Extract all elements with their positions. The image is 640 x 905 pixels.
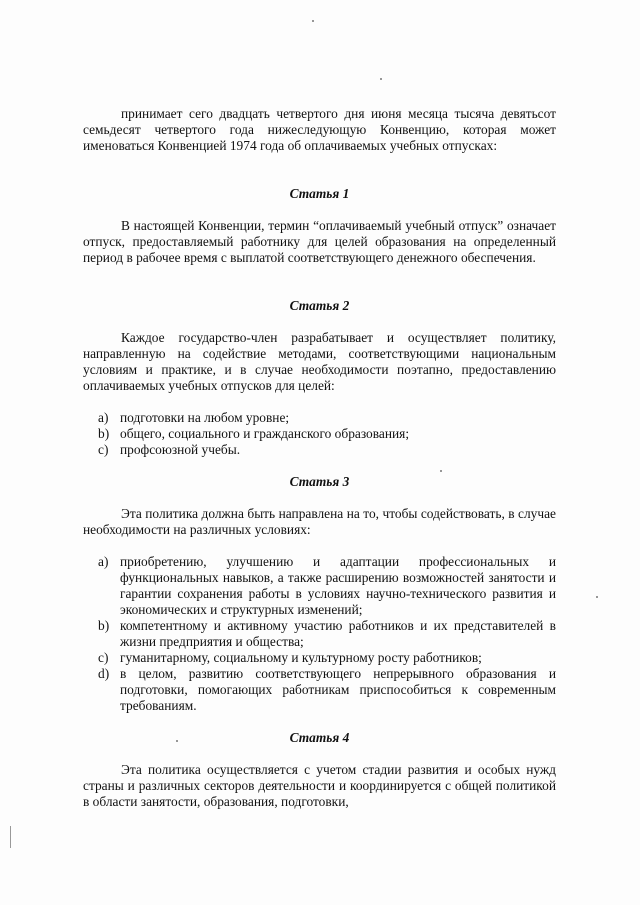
article-2-list — [98, 410, 556, 458]
scan-speck — [380, 78, 382, 80]
list-item — [98, 650, 556, 666]
scan-speck — [312, 20, 314, 22]
list-item — [98, 618, 556, 650]
scan-speck — [440, 470, 442, 472]
article-3-text: Эта политика должна быть направлена на то, чтобы содействовать, в случае необходимости на различных условиях: — [83, 506, 556, 537]
intro-text: принимает сего двадцать четвертого дня июня месяца тысяча девятьсот семьдесят четвертого года нижеследующую Конвенцию, которая может именоваться Конвенцией 1974 года об оплачиваемых учебных отпусках: — [83, 106, 556, 153]
article-2-text: Каждое государство-член разрабатывает и осуществляет политику, направленную на содействие методами, соответствующими национальным условиям и практике, и в случае необходимости поэтапно, предоставлению оплачиваемых учебных отпусков для целей: — [83, 330, 556, 393]
article-3-heading: Статья 3 — [289, 474, 350, 489]
list-marker: b) — [98, 618, 110, 633]
scan-speck — [176, 740, 178, 742]
list-item-text: общего, социального и гражданского образования; — [120, 426, 410, 441]
scan-speck — [596, 596, 598, 598]
article-4-heading: Статья 4 — [289, 730, 350, 745]
article-1-text: В настоящей Конвенции, термин “оплачиваемый учебный отпуск” означает отпуск, предоставляемый работнику для целей образования на определенный период в рабочее время с выплатой соответствующего денежного обеспечения. — [83, 218, 556, 265]
list-item-text: подготовки на любом уровне; — [120, 410, 290, 425]
list-item-text: профсоюзной учебы. — [120, 442, 241, 457]
list-marker: c) — [98, 650, 109, 665]
article-1-heading: Статья 1 — [289, 186, 350, 201]
scan-margin-line — [10, 826, 11, 848]
article-4-text: Эта политика осуществляется с учетом стадии развития и особых нужд страны и различных секторов деятельности и координируется с общей политикой в области занятости, образования, подготовки, — [83, 762, 556, 809]
list-item — [98, 666, 556, 714]
list-item-text: в целом, развитию соответствующего непрерывного образования и подготовки, помогающих работникам приспособиться к современным требованиям. — [120, 666, 556, 713]
article-1-paragraph — [83, 218, 556, 266]
list-marker: c) — [98, 442, 109, 457]
article-3-paragraph — [83, 506, 556, 538]
list-marker: a) — [98, 554, 109, 569]
article-2-heading: Статья 2 — [289, 298, 350, 313]
intro-paragraph — [83, 106, 556, 154]
list-item-text: гуманитарному, социальному и культурному росту работников; — [120, 650, 482, 665]
article-2-paragraph — [83, 330, 556, 394]
list-item — [98, 442, 556, 458]
list-marker: a) — [98, 410, 109, 425]
list-item — [98, 410, 556, 426]
list-marker: b) — [98, 426, 110, 441]
list-item-text: приобретению, улучшению и адаптации профессиональных и функциональных навыков, а также расширению возможностей занятости и гарантии сохранения работы в условиях научно-технического развития и экономических и структурных изменений; — [120, 554, 556, 617]
list-marker: d) — [98, 666, 110, 681]
list-item — [98, 426, 556, 442]
list-item-text: компетентному и активному участию работников и их представителей в жизни предприятия и общества; — [120, 618, 556, 649]
article-4-paragraph — [83, 762, 556, 810]
list-item — [98, 554, 556, 618]
article-3-list — [98, 554, 556, 714]
